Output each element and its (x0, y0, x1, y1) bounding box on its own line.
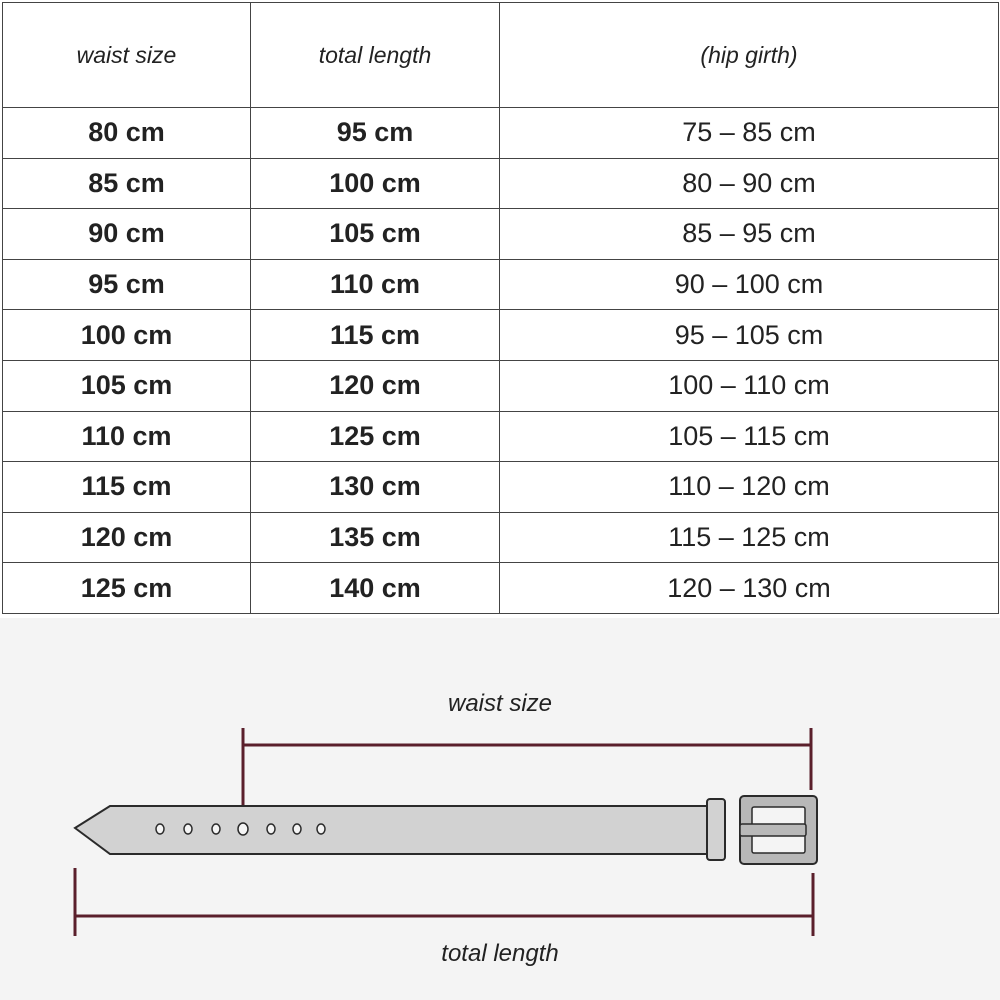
cell-total-length: 110 cm (251, 259, 500, 310)
belt-hole (293, 824, 301, 834)
cell-total-length: 140 cm (251, 563, 500, 614)
table-row (3, 411, 999, 462)
cell-waist-size: 115 cm (3, 462, 251, 513)
header-hip-girth: (hip girth) (500, 3, 999, 108)
cell-hip-girth: 95 – 105 cm (500, 310, 999, 361)
belt-keeper (707, 799, 725, 860)
belt-hole (212, 824, 220, 834)
size-chart-table-container (2, 2, 998, 614)
table-row (3, 462, 999, 513)
table-row (3, 259, 999, 310)
buckle-prong (740, 824, 806, 836)
cell-hip-girth: 105 – 115 cm (500, 411, 999, 462)
cell-total-length: 100 cm (251, 158, 500, 209)
cell-total-length: 115 cm (251, 310, 500, 361)
cell-total-length: 135 cm (251, 512, 500, 563)
table-row (3, 360, 999, 411)
size-chart-table (2, 2, 999, 614)
total-length-label: total length (441, 940, 559, 967)
belt-hole (317, 824, 325, 834)
belt-illustration (0, 618, 1000, 1000)
cell-waist-size: 95 cm (3, 259, 251, 310)
belt-hole-selected (238, 823, 248, 835)
cell-total-length: 120 cm (251, 360, 500, 411)
cell-total-length: 125 cm (251, 411, 500, 462)
cell-hip-girth: 80 – 90 cm (500, 158, 999, 209)
table-row (3, 158, 999, 209)
cell-hip-girth: 110 – 120 cm (500, 462, 999, 513)
belt-buckle (740, 796, 817, 864)
header-waist-size: waist size (3, 3, 251, 108)
cell-total-length: 130 cm (251, 462, 500, 513)
table-row (3, 209, 999, 260)
table-row (3, 310, 999, 361)
cell-waist-size: 120 cm (3, 512, 251, 563)
cell-hip-girth: 120 – 130 cm (500, 563, 999, 614)
cell-hip-girth: 115 – 125 cm (500, 512, 999, 563)
cell-waist-size: 125 cm (3, 563, 251, 614)
header-total-length: total length (251, 3, 500, 108)
belt-strap (75, 806, 710, 854)
cell-waist-size: 105 cm (3, 360, 251, 411)
cell-waist-size: 80 cm (3, 108, 251, 159)
table-header-row (3, 3, 999, 108)
cell-total-length: 105 cm (251, 209, 500, 260)
cell-hip-girth: 90 – 100 cm (500, 259, 999, 310)
waist-size-label: waist size (447, 690, 553, 717)
table-row (3, 512, 999, 563)
belt-hole (267, 824, 275, 834)
belt-measurement-diagram (0, 618, 1000, 1000)
table-body (3, 108, 999, 614)
table-row (3, 563, 999, 614)
cell-hip-girth: 75 – 85 cm (500, 108, 999, 159)
belt-hole (156, 824, 164, 834)
cell-hip-girth: 100 – 110 cm (500, 360, 999, 411)
cell-waist-size: 90 cm (3, 209, 251, 260)
cell-hip-girth: 85 – 95 cm (500, 209, 999, 260)
cell-waist-size: 110 cm (3, 411, 251, 462)
cell-waist-size: 100 cm (3, 310, 251, 361)
cell-total-length: 95 cm (251, 108, 500, 159)
table-row (3, 108, 999, 159)
cell-waist-size: 85 cm (3, 158, 251, 209)
belt-hole (184, 824, 192, 834)
